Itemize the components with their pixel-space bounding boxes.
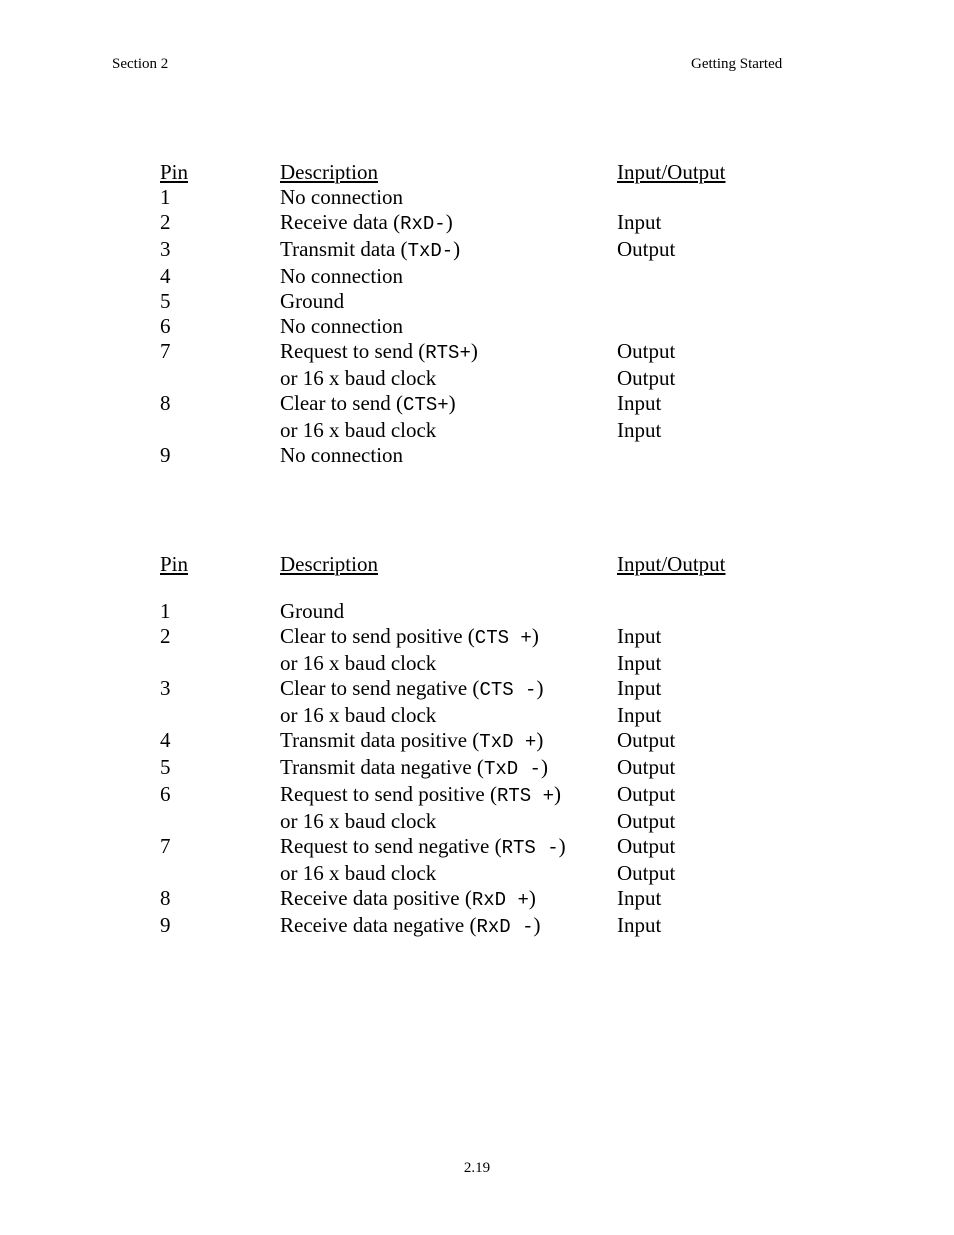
input-output-cell: Input	[617, 913, 662, 937]
description-cell	[280, 599, 617, 624]
column-header-pin: Pin	[160, 552, 189, 576]
table-body	[160, 185, 757, 468]
input-output-cell: Output	[617, 366, 676, 390]
description-text: No connection	[280, 443, 404, 467]
description-close-paren: )	[528, 886, 536, 910]
description-cell	[280, 728, 617, 755]
description-cell	[280, 861, 617, 886]
input-output-cell: Output	[617, 861, 676, 885]
pin-number-cell: 4	[160, 264, 171, 288]
description-close-paren: )	[448, 391, 456, 415]
description-text: or 16 x baud clock	[280, 651, 437, 675]
description-text: Clear to send (	[280, 391, 404, 415]
pin-number-cell	[160, 651, 280, 676]
signal-name: CTS -	[479, 679, 537, 701]
description-cell	[280, 703, 617, 728]
table-row	[160, 755, 757, 782]
signal-name: TxD-	[407, 240, 454, 262]
description-close-paren: )	[531, 624, 539, 648]
description-text: Request to send (	[280, 339, 426, 363]
pin-number-cell: 4	[160, 728, 171, 752]
description-cell	[280, 314, 617, 339]
pin-number-cell: 3	[160, 676, 171, 700]
description-text: Transmit data negative (	[280, 755, 484, 779]
pin-number-cell: 2	[160, 624, 171, 648]
description-text: Request to send negative (	[280, 834, 502, 858]
description-close-paren: )	[536, 676, 544, 700]
input-output-cell: Input	[617, 210, 662, 234]
input-output-cell: Output	[617, 809, 676, 833]
table-row	[160, 210, 757, 237]
pin-number-cell: 9	[160, 443, 171, 467]
column-header-input-output: Input/Output	[617, 160, 726, 184]
table-row	[160, 366, 757, 391]
pin-number-cell: 3	[160, 237, 171, 261]
description-cell	[280, 237, 617, 264]
table-row	[160, 599, 757, 624]
table-header-row	[160, 552, 757, 577]
signal-name: CTS +	[474, 627, 532, 649]
description-text: or 16 x baud clock	[280, 703, 437, 727]
description-cell	[280, 339, 617, 366]
description-text: Receive data (	[280, 210, 401, 234]
table-row	[160, 676, 757, 703]
pin-number-cell	[160, 703, 280, 728]
description-close-paren: )	[554, 782, 561, 806]
description-text: Receive data positive (	[280, 886, 472, 910]
input-output-cell: Input	[617, 418, 662, 442]
table-row	[160, 834, 757, 861]
table-body	[160, 599, 757, 940]
signal-name: RTS +	[496, 785, 554, 807]
description-cell	[280, 210, 617, 237]
input-output-cell: Input	[617, 651, 662, 675]
input-output-cell: Output	[617, 782, 676, 806]
table-row	[160, 861, 757, 886]
pin-number-cell: 9	[160, 913, 171, 937]
pin-number-cell: 6	[160, 314, 171, 338]
pin-number-cell: 2	[160, 210, 171, 234]
description-text: or 16 x baud clock	[280, 366, 437, 390]
header-spacer-row	[160, 577, 757, 599]
table-header-row	[160, 160, 757, 185]
description-text: Clear to send negative (	[280, 676, 480, 700]
pin-number-cell: 1	[160, 185, 171, 209]
pin-number-cell: 8	[160, 886, 171, 910]
description-cell	[280, 651, 617, 676]
input-output-cell	[617, 264, 757, 289]
table-row	[160, 443, 757, 468]
description-close-paren: )	[453, 237, 461, 261]
description-cell	[280, 264, 617, 289]
input-output-cell	[617, 443, 757, 468]
pin-number-cell: 8	[160, 391, 171, 415]
signal-name: RxD -	[476, 916, 534, 938]
input-output-cell: Input	[617, 624, 662, 648]
description-text: Request to send positive (	[280, 782, 497, 806]
input-output-cell	[617, 599, 757, 624]
pinout-table-1	[160, 160, 757, 468]
pin-number-cell: 7	[160, 339, 171, 363]
signal-name: RTS -	[501, 837, 559, 859]
page-number: 2.19	[463, 1160, 491, 1176]
description-cell	[280, 418, 617, 443]
signal-name: CTS+	[403, 394, 449, 416]
description-text: No connection	[280, 185, 404, 209]
table-row	[160, 809, 757, 834]
table-row	[160, 237, 757, 264]
description-cell	[280, 834, 617, 861]
table-row	[160, 418, 757, 443]
pin-number-cell	[160, 809, 280, 834]
input-output-cell	[617, 289, 757, 314]
description-text: No connection	[280, 264, 404, 288]
description-cell	[280, 366, 617, 391]
input-output-cell: Output	[617, 339, 676, 363]
input-output-cell: Output	[617, 755, 676, 779]
table-row	[160, 339, 757, 366]
input-output-cell: Input	[617, 676, 662, 700]
signal-name: TxD -	[483, 758, 541, 780]
description-cell	[280, 886, 617, 913]
input-output-cell: Output	[617, 834, 676, 858]
pin-number-cell	[160, 418, 280, 443]
column-header-pin: Pin	[160, 160, 189, 184]
signal-name: RxD +	[471, 889, 529, 911]
table-row	[160, 289, 757, 314]
table-row	[160, 728, 757, 755]
description-cell	[280, 624, 617, 651]
description-cell	[280, 289, 617, 314]
table-row	[160, 913, 757, 940]
description-cell	[280, 809, 617, 834]
description-text: or 16 x baud clock	[280, 809, 437, 833]
table-row	[160, 624, 757, 651]
table-row	[160, 391, 757, 418]
input-output-cell	[617, 314, 757, 339]
description-cell	[280, 676, 617, 703]
description-cell	[280, 913, 617, 940]
description-close-paren: )	[533, 913, 541, 937]
description-text: No connection	[280, 314, 404, 338]
input-output-cell: Output	[617, 237, 676, 261]
description-text: Clear to send positive (	[280, 624, 475, 648]
pin-number-cell: 6	[160, 782, 171, 806]
description-text: Transmit data (	[280, 237, 408, 261]
signal-name: TxD +	[479, 731, 537, 753]
pin-number-cell: 5	[160, 755, 171, 779]
description-text: Ground	[280, 599, 345, 623]
column-header-description: Description	[280, 160, 378, 184]
description-cell	[280, 782, 617, 809]
description-close-paren: )	[540, 755, 548, 779]
table-row	[160, 314, 757, 339]
description-cell	[280, 755, 617, 782]
table-row	[160, 703, 757, 728]
description-text: Transmit data positive (	[280, 728, 480, 752]
pin-number-cell	[160, 366, 280, 391]
description-cell	[280, 391, 617, 418]
description-cell	[280, 443, 617, 468]
description-text: Ground	[280, 289, 345, 313]
input-output-cell	[617, 185, 757, 210]
description-close-paren: )	[445, 210, 453, 234]
description-cell	[280, 185, 617, 210]
description-close-paren: )	[536, 728, 544, 752]
description-text: Receive data negative (	[280, 913, 477, 937]
table-row	[160, 886, 757, 913]
pin-number-cell: 5	[160, 289, 171, 313]
input-output-cell: Input	[617, 703, 662, 727]
table-row	[160, 185, 757, 210]
input-output-cell: Input	[617, 886, 662, 910]
running-header-title: Getting Started	[691, 56, 783, 72]
table-row	[160, 264, 757, 289]
column-header-description: Description	[280, 552, 378, 576]
table-row	[160, 651, 757, 676]
pin-number-cell: 1	[160, 599, 171, 623]
pinout-table-2	[160, 552, 757, 940]
input-output-cell: Input	[617, 391, 662, 415]
description-close-paren: )	[558, 834, 566, 858]
description-text: or 16 x baud clock	[280, 861, 437, 885]
column-header-input-output: Input/Output	[617, 552, 726, 576]
signal-name: RTS+	[425, 342, 471, 364]
input-output-cell: Output	[617, 728, 676, 752]
running-header-section: Section 2	[112, 56, 169, 72]
description-close-paren: )	[470, 339, 478, 363]
table-row	[160, 782, 757, 809]
pin-number-cell	[160, 861, 280, 886]
signal-name: RxD-	[400, 213, 446, 235]
description-text: or 16 x baud clock	[280, 418, 437, 442]
pin-number-cell: 7	[160, 834, 171, 858]
